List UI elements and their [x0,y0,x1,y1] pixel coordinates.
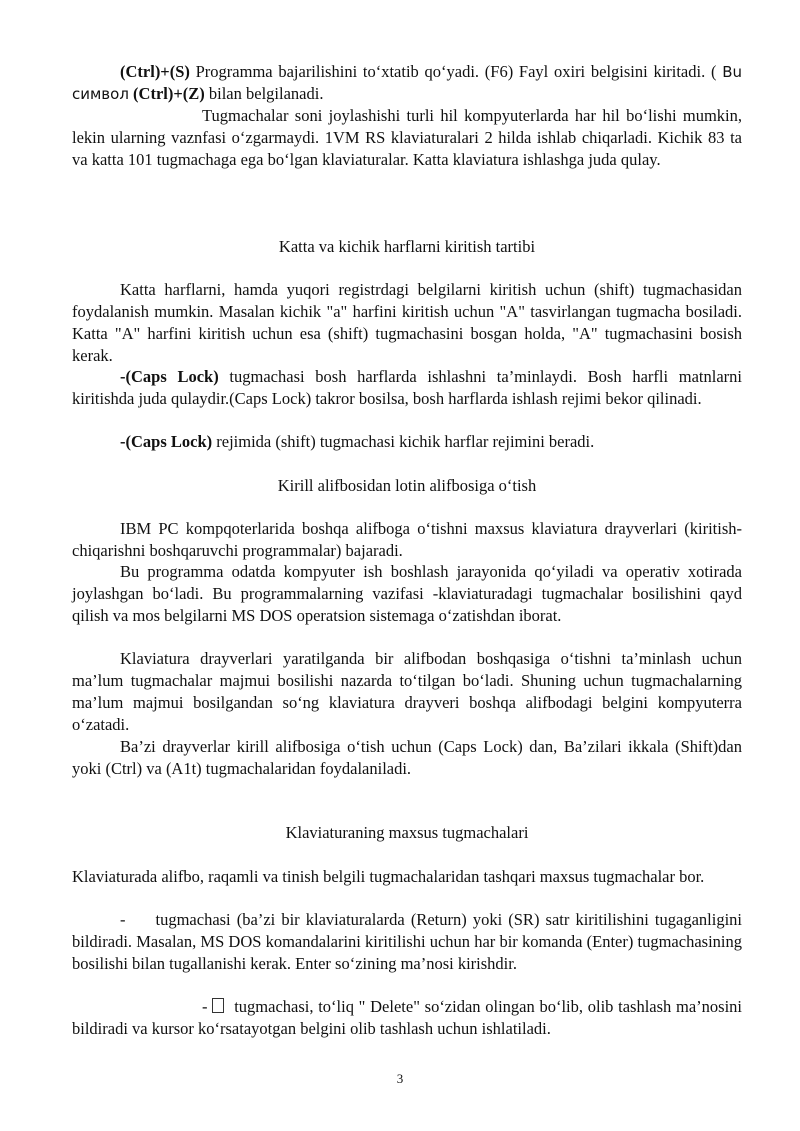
section1-paragraph-2: -(Caps Lock) tugmachasi bosh harflarda ishlashni ta’minlaydi. Bosh harfli matnlarni kiritishda juda qulaydir.(Caps Lock) takror bosilsa, bosh harflarda ishlash rejimi bekor qilinadi. [72,367,742,408]
shortcut-ctrl-z: (Ctrl)+(Z) [133,84,205,103]
section1-paragraph-1: Katta harflarni, hamda yuqori registrdagi belgilarni kiritish uchun (shift) tugmachasidan foydalanish mumkin. Masalan kichik "a" harfini kiritish uchun "A" tasvirlangan tugmacha bosiladi. Katta "A" harfini kiritish uchun esa (shift) tugmachasini bosgan holda, "A" tugmachasini bosish kerak. [72,280,742,365]
section2-paragraph-4: Ba’zi drayverlar kirill alifbosiga o‘tish uchun (Caps Lock) dan, Ba’zilari ikkala (Shift)dan yoki (Ctrl) va (A1t) tugmachalaridan foydalaniladi. [72,737,742,778]
intro-paragraph-2: Tugmachalar soni joylashishi turli hil kompyuterlarda har hil bo‘lishi mumkin, lekin ularning vaznfasi o‘zgarmaydi. 1VM RS klaviaturalari 2 hilda ishlab chiqarladi. Kichik 83 ta va katta 101 tugmachaga ega bo‘lgan klaviaturalar. Katta klaviatura ishlashga juda qulay. [72,106,742,169]
section3-paragraph-3: - tugmachasi, to‘liq " Delete" so‘zidan olingan bo‘lib, olib tashlash ma’nosini bildiradi va kursor ko‘rsatayotgan belgini olib tashlash uchun ishlatiladi. [72,997,742,1038]
section2-paragraph-2: Bu programma odatda kompyuter ish boshlash jarayonida qo‘yiladi va operativ xotirada joylashgan bo‘ladi. Bu programmalarning vazifasi -klaviaturadagi tugmachalar bosilishini qayd qilish va mos belgilarni MS DOS operatsion sistemaga o‘zatishdan iborat. [72,562,742,625]
section3-paragraph-1: Klaviaturada alifbo, raqamli va tinish belgili tugmachalaridan tashqari maxsus tugmachalar bor. [72,867,705,886]
section-heading-special-keys: Klaviaturaning maxsus tugmachalari [285,823,529,842]
page-number: 3 [396,1071,404,1086]
shortcut-ctrl-s: (Ctrl)+(S) [120,62,190,81]
section-heading-case: Katta va kichik harflarni kiritish tartibi [278,237,536,256]
section1-paragraph-3: -(Caps Lock) rejimida (shift) tugmachasi kichik harflar rejimini beradi. [120,432,595,451]
section2-paragraph-3: Klaviatura drayverlari yaratilganda bir alifbodan boshqasiga o‘tishni ta’minlash uchun ma’lum tugmachalar majmui bosilishi nazarda to‘tilgan bo‘ladi. Shuning uchun tugmachalarning ma’lum majmui bosilgandan so‘ng klaviatura drayveri boshqa alifbodagi belgini kompyuterra o‘zatadi. [72,649,742,734]
intro-paragraph-1: (Ctrl)+(S) Programma bajarilishini to‘xtatib qo‘yadi. (F6) Fayl oxiri belgisini kiritadi. ( Bu символ (Ctrl)+(Z) bilan belgilanadi. [72,62,742,103]
section2-paragraph-1: IBM PC kompqoterlarida boshqa alifboga o‘tishni maxsus klaviatura drayverlari (kiritish-chiqarishni boshqaruvchi programmalar) bajaradi. [72,519,742,560]
missing-glyph-icon [212,998,224,1013]
section3-paragraph-2: - tugmachasi (ba’zi bir klaviaturalarda (Return) yoki (SR) satr kiritilishini tugaganligini bildiradi. Masalan, MS DOS komandalarini kiritilishi uchun har bir komanda (Enter) tugmachasining bosilishi bilan tugallanishi kerak. Enter so‘zining ma’nosi kirishdir. [72,910,742,973]
section-heading-alphabet: Kirill alifbosidan lotin alifbosiga o‘tish [277,476,537,495]
